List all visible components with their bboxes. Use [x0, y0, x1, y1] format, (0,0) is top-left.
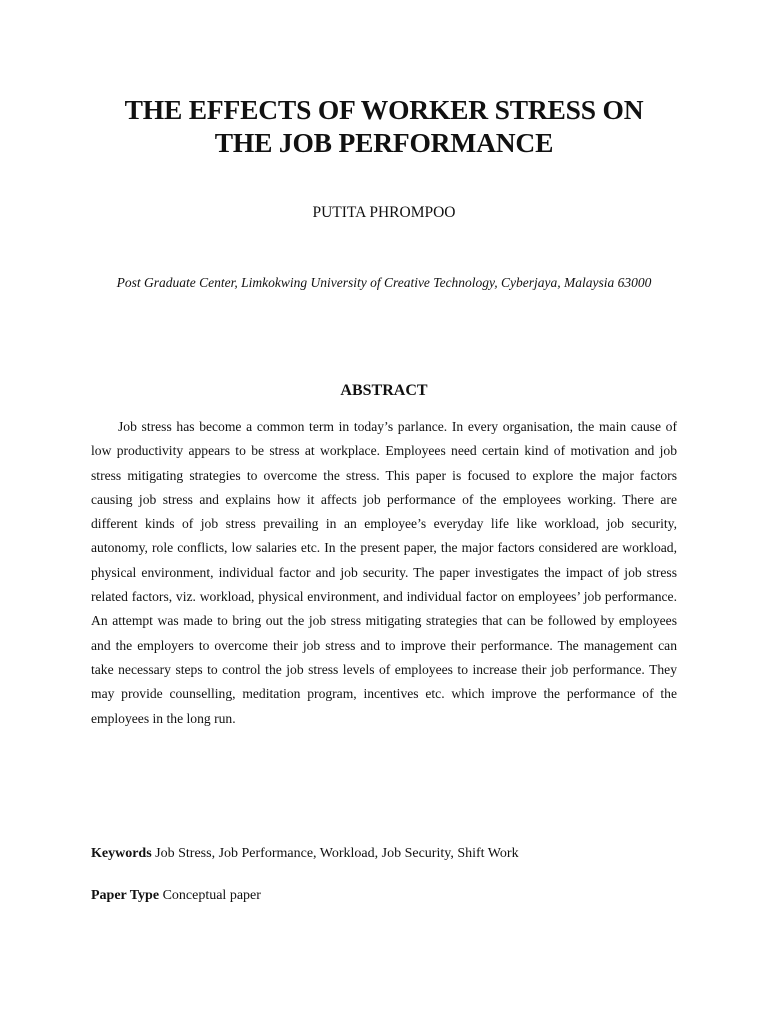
paper-title [60, 93, 708, 159]
author-affiliation: Post Graduate Center, Limkokwing University of Creative Technology, Cyberjaya, Malaysia 63000 [116, 275, 652, 290]
abstract-body: Job stress has become a common term in today’s parlance. In every organisation, the main cause of low productivity appears to be stress at workplace. Employees need certain kind of motivation and job stress mitigating strategies to overcome the stress. This paper is focused to explore the major factors causing job stress and explains how it affects job performance of the employees working. There are different kinds of job stress prevailing in an employee’s everyday life like workload, job security, autonomy, role conflicts, low salaries etc. In the present paper, the major factors considered are workload, physical environment, individual factor and job security. The paper investigates the impact of job stress related factors, viz. workload, physical environment, and individual factor on employees’ job performance. An attempt was made to bring out the job stress mitigating strategies that can be followed by employees and the employers to overcome their job stress and to improve their performance. The management can take necessary steps to control the job stress levels of employees to increase their job performance. They may provide counselling, meditation program, incentives etc. which improve the performance of the employees in the long run. [91, 419, 677, 726]
keywords-line [91, 844, 691, 864]
paper-type-label: Paper Type [91, 888, 160, 903]
paper-type-value: Conceptual paper [162, 888, 261, 903]
paper-type-line [91, 886, 691, 906]
paper-title-line-2: THE JOB PERFORMANCE [214, 127, 554, 158]
abstract-heading: ABSTRACT [340, 382, 428, 399]
author-name: PUTITA PHROMPOO [312, 204, 456, 221]
keywords-value: Job Stress, Job Performance, Workload, Job Security, Shift Work [155, 846, 519, 861]
keywords-label: Keywords [91, 846, 152, 861]
paper-title-line-1: THE EFFECTS OF WORKER STRESS ON [124, 94, 644, 125]
